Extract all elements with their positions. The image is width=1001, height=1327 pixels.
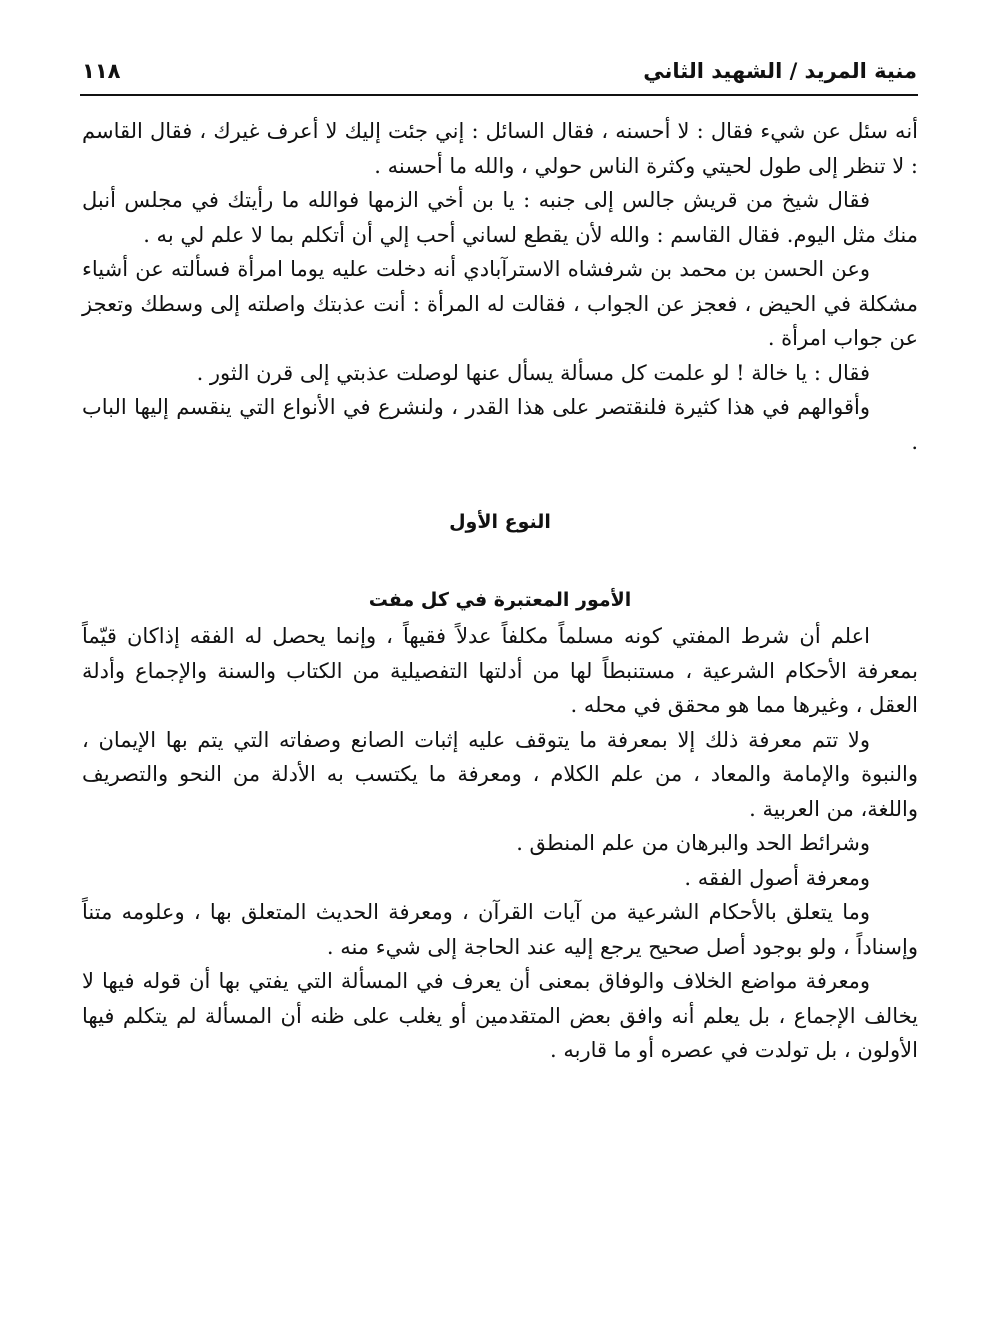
running-title: منية المريد / الشهيد الثاني [643,59,917,83]
paragraph: ومعرفة مواضع الخلاف والوفاق بمعنى أن يعرف في المسألة التي يفتي بها أن قوله فيها لا يخالف الإجماع ، بل يعلم أنه وافق بعض المتقدمين أو يغلب على ظنه أن المسألة لم يتكلم فيها الأولون ، بل تولدت في عصره أو ما قاربه . [82,969,918,1062]
paragraph: ولا تتم معرفة ذلك إلا بمعرفة ما يتوقف عليه إثبات الصانع وصفاته التي يتم بها الإيمان ، والنبوة والإمامة والمعاد ، من علم الكلام ، ومعرفة ما يكتسب به الأدلة من النحو والتصريف واللغة، من العربية . [82,727,918,821]
section-type-heading: النوع الأول [449,511,551,533]
paragraph: وشرائط الحد والبرهان من علم المنطق . [516,831,870,855]
section-title-heading: الأمور المعتبرة في كل مفت [368,589,632,611]
paragraph: ومعرفة أصول الفقه . [684,865,870,890]
paragraph: أنه سئل عن شيء فقال : لا أحسنه ، فقال السائل : إني جئت إليك لا أعرف غيرك ، فقال القاسم : لا تنظر إلى طول لحيتي وكثرة الناس حولي ، والله ما أحسنه . [82,119,918,178]
page-header [82,56,917,90]
paragraph: فقال : يا خالة ! لو علمت كل مسألة يسأل عنها لوصلت عذبتي إلى قرن الثور . [196,360,870,385]
paragraph: وعن الحسن بن محمد بن شرفشاه الاسترآبادي أنه دخلت عليه يوما امرأة فسألته عن أشياء مشكلة في الحيض ، فعجز عن الجواب ، فقالت له المرأة : أنت عذبتك واصلته إلى وسطك وتعجز عن جواب امرأة . [82,257,918,350]
paragraph: اعلم أن شرط المفتي كونه مسلماً مكلفاً عدلاً فقيهاً ، وإنما يحصل له الفقه إذاكان قيّماً بمعرفة الأحكام الشرعية ، مستنبطاً لها من أدلتها التفصيلية من الكتاب والسنة والإجماع وأدلة العقل ، وغيرها مما هو محقق في محله . [82,624,918,717]
paragraph: وما يتعلق بالأحكام الشرعية من آيات القرآن ، ومعرفة الحديث المتعلق بها ، وعلومه متناً وإسناداً ، ولو بوجود أصل صحيح يرجع إليه عند الحاجة إلى شيء منه . [82,900,918,959]
paragraph: فقال شيخ من قريش جالس إلى جنبه : يا بن أخي الزمها فوالله ما رأيتك في مجلس أنبل منك مثل اليوم. فقال القاسم : والله لأن يقطع لساني أحب إلي أن أتكلم بما لا علم لي به . [82,188,918,247]
page-number: ١١٨ [82,59,121,83]
paragraph: وأقوالهم في هذا كثيرة فلنقتصر على هذا القدر ، ولنشرع في الأنواع التي ينقسم إليها الباب . [82,395,918,454]
main-text [82,114,918,1068]
header-divider [80,94,918,96]
